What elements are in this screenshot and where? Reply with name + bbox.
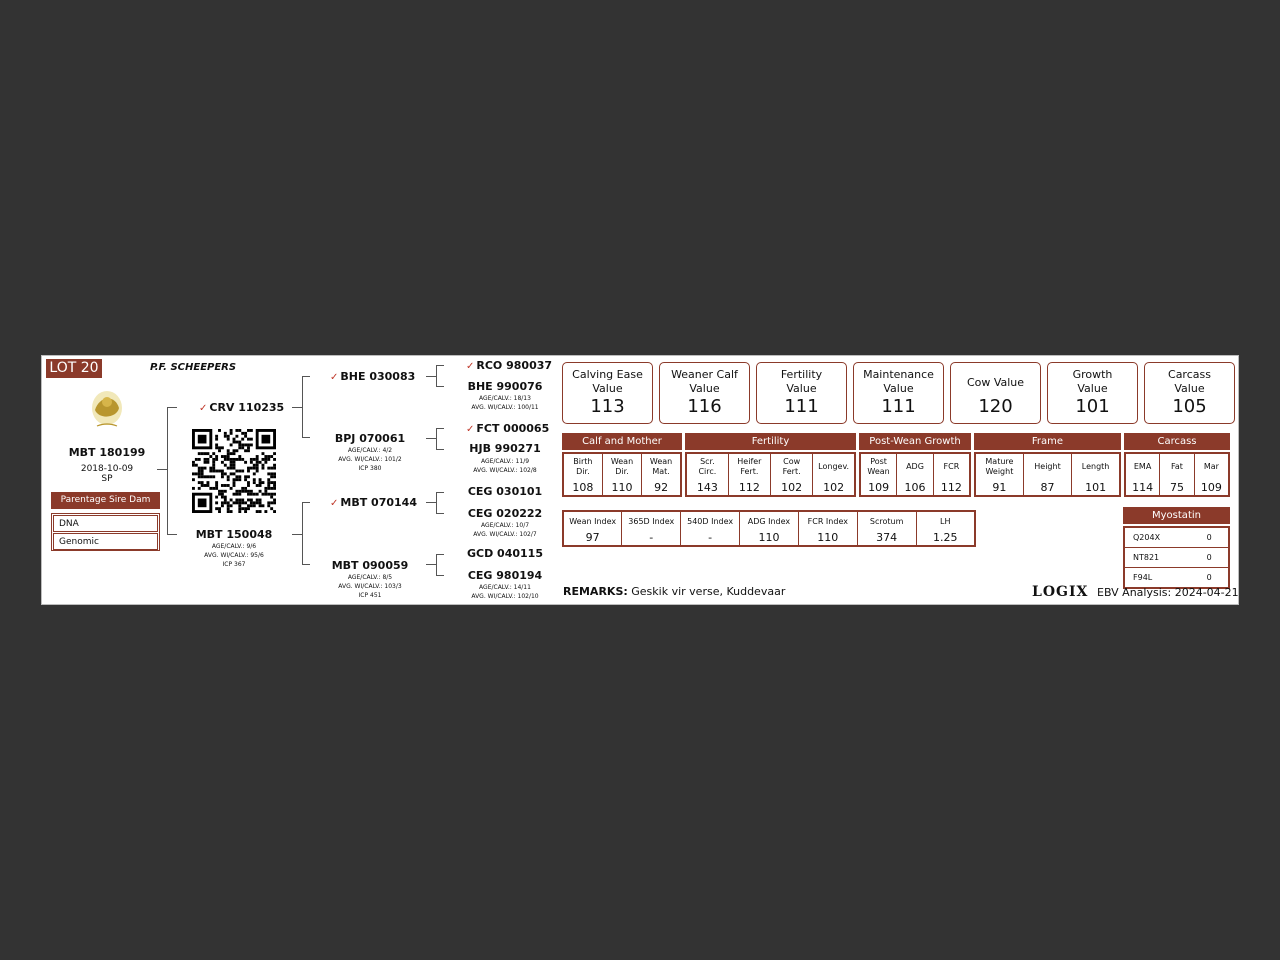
ebv-value-length: 101 [1085,481,1107,494]
index-value-scrotum: 374 [857,530,916,546]
ebv-value-mature-weight: 91 [975,480,1023,496]
ebv-value-mar: 109 [1200,481,1222,494]
index-value-wean: 97 [563,530,622,546]
ebv-value-post-wean: 109 [860,480,897,496]
sss-id: ✓ RCO 980037 [466,359,553,372]
sds-id: ✓ FCT 000065 [466,422,550,435]
ebv-label-length: Length [1081,462,1110,471]
dsd-wt: AVG. WI/CALV.: 102/7 [473,531,537,538]
index-label-adg: ADG Index [740,511,799,530]
sd-icp: ICP 380 [358,465,382,472]
ebv-label-wean-mat: Wean Mat. [649,457,673,476]
ddd-id: CEG 980194 [467,569,543,582]
ebv-label-birth-dir: Birth Dir. [563,453,602,480]
ebv-value-adg: 106 [897,480,934,496]
ebv-table-fertility [685,452,856,497]
ebv-label-fat: Fat [1160,453,1195,480]
animal-id: MBT 180199 [68,446,146,459]
index-value-540d: - [681,530,740,546]
parentage-row-genomic: Genomic [53,533,158,550]
myostatin-table [1123,526,1230,589]
lot-badge: LOT 20 [46,359,102,378]
ebv-value-fat: 75 [1160,480,1195,496]
ebv-label-ema: EMA [1125,453,1160,480]
dss-id: CEG 030101 [467,485,543,498]
myo-val-nt821: 0 [1199,548,1229,568]
dsd-id: CEG 020222 [467,507,543,520]
myo-key-f94l: F94L [1124,568,1199,589]
value-box-cow-value: Cow Value 120 [950,362,1041,424]
ebv-label-fcr: FCR [943,462,960,471]
ddd-wt: AVG. WI/CALV.: 102/10 [471,593,539,600]
qr-code-icon [192,429,276,513]
sds-mark-icon: ✓ [466,424,475,435]
ebv-value-height: 87 [1023,480,1071,496]
ssd-id: BHE 990076 [467,380,543,393]
dds-id: GCD 040115 [467,547,543,560]
ebv-value-heifer-fert: 112 [728,480,770,496]
myo-key-q204x: Q204X [1124,527,1199,548]
index-label-wean: Wean Index [563,511,622,530]
ebv-value-wean-mat: 92 [654,481,669,494]
dd-icp: ICP 451 [358,592,382,599]
animal-dob: 2018-10-09 [80,464,134,474]
index-table [562,510,976,547]
sire-mark-icon: ✓ [199,403,208,414]
index-value-adg: 110 [740,530,799,546]
ebv-table-carcass [1124,452,1230,497]
ebv-value-longev: 102 [823,481,845,494]
index-label-lh: LH [940,516,951,526]
ss-mark-icon: ✓ [330,372,339,383]
value-box-weaner-calf: Weaner Calf Value 116 [659,362,750,424]
dam-age: AGE/CALV.: 9/6 [211,543,257,550]
ebv-label-longev: Longev. [818,462,850,471]
ssd-age: AGE/CALV.: 18/13 [479,395,531,402]
ddd-age: AGE/CALV.: 14/11 [479,584,531,591]
sire-id: ✓ CRV 110235 [199,401,285,414]
ebv-label-post-wean: Post Wean [860,453,897,480]
sd-age: AGE/CALV.: 4/2 [347,447,393,454]
remarks: REMARKS: Geskik vir verse, Kuddevaar [563,585,786,598]
dd-wt: AVG. WI/CALV.: 103/3 [338,583,402,590]
ss-id: ✓ BHE 030083 [330,370,416,383]
ds-mark-icon: ✓ [330,498,339,509]
ebv-label-mar: Mar [1203,462,1219,471]
parentage-header: Parentage Sire Dam [51,492,160,509]
sdd-id: HJB 990271 [469,442,541,455]
myostatin-header: Myostatin [1123,507,1230,524]
logix-logo: LOGIX [1032,584,1089,600]
ebv-table-post-wean [859,452,971,497]
value-box-calving-ease: Calving Ease Value 113 [562,362,653,424]
index-label-scrotum: Scrotum [857,511,916,530]
ebv-value-birth-dir: 108 [563,480,602,496]
dam-icp: ICP 367 [222,561,246,568]
dsd-age: AGE/CALV.: 10/7 [480,522,530,529]
animal-code: SP [101,474,113,484]
sd-id: BPJ 070061 [334,432,406,445]
ssd-wt: AVG. WI/CALV.: 100/11 [471,404,539,411]
ebv-value-wean-dir: 110 [602,480,641,496]
dam-wt: AVG. WI/CALV.: 95/6 [204,552,264,559]
value-box-fertility: Fertility Value 111 [756,362,847,424]
index-value-lh: 1.25 [933,531,958,544]
ebv-label-cow-fert: Cow Fert. [771,453,813,480]
ebv-label-heifer-fert: Heifer Fert. [728,453,770,480]
group-post-wean: Post-Wean Growth [859,433,971,450]
group-fertility: Fertility [685,433,856,450]
ebv-label-adg: ADG [897,453,934,480]
breeder-crest-icon [87,388,127,433]
ebv-value-ema: 114 [1125,480,1160,496]
ebv-value-fcr: 112 [940,481,962,494]
ebv-label-height: Height [1023,453,1071,480]
breeder-name: P.F. SCHEEPERS [150,362,237,373]
ebv-table-frame [974,452,1121,497]
myo-val-f94l: 0 [1199,568,1229,589]
ebv-label-wean-dir: Wean Dir. [602,453,641,480]
value-box-maintenance: Maintenance Value 111 [853,362,944,424]
dd-age: AGE/CALV.: 8/5 [347,574,393,581]
dam-id: MBT 150048 [195,528,273,541]
index-value-fcr: 110 [798,530,857,546]
dd-id: MBT 090059 [331,559,409,572]
myo-val-q204x: 0 [1199,527,1229,548]
group-frame: Frame [974,433,1121,450]
lot-card [41,355,1239,605]
group-carcass: Carcass [1124,433,1230,450]
parentage-row-dna: DNA [53,515,158,532]
sd-wt: AVG. WI/CALV.: 101/2 [338,456,402,463]
sdd-wt: AVG. WI/CALV.: 102/8 [473,467,537,474]
value-box-growth: Growth Value 101 [1047,362,1138,424]
index-value-365d: - [622,530,681,546]
analysis-date: EBV Analysis: 2024-04-21 [1097,586,1239,599]
index-label-365d: 365D Index [622,511,681,530]
sss-mark-icon: ✓ [466,361,475,372]
ebv-value-scr-circ: 143 [686,480,728,496]
group-calf-mother: Calf and Mother [562,433,682,450]
ds-id: ✓ MBT 070144 [330,496,417,509]
ebv-table-calf-mother [562,452,682,497]
ebv-label-mature-weight: Mature Weight [975,453,1023,480]
ebv-value-cow-fert: 102 [771,480,813,496]
index-label-fcr: FCR Index [798,511,857,530]
parentage-box [51,513,160,551]
myo-key-nt821: NT821 [1124,548,1199,568]
index-label-540d: 540D Index [681,511,740,530]
sdd-age: AGE/CALV.: 11/9 [480,458,530,465]
value-box-carcass: Carcass Value 105 [1144,362,1235,424]
ebv-label-scr-circ: Scr. Circ. [686,453,728,480]
